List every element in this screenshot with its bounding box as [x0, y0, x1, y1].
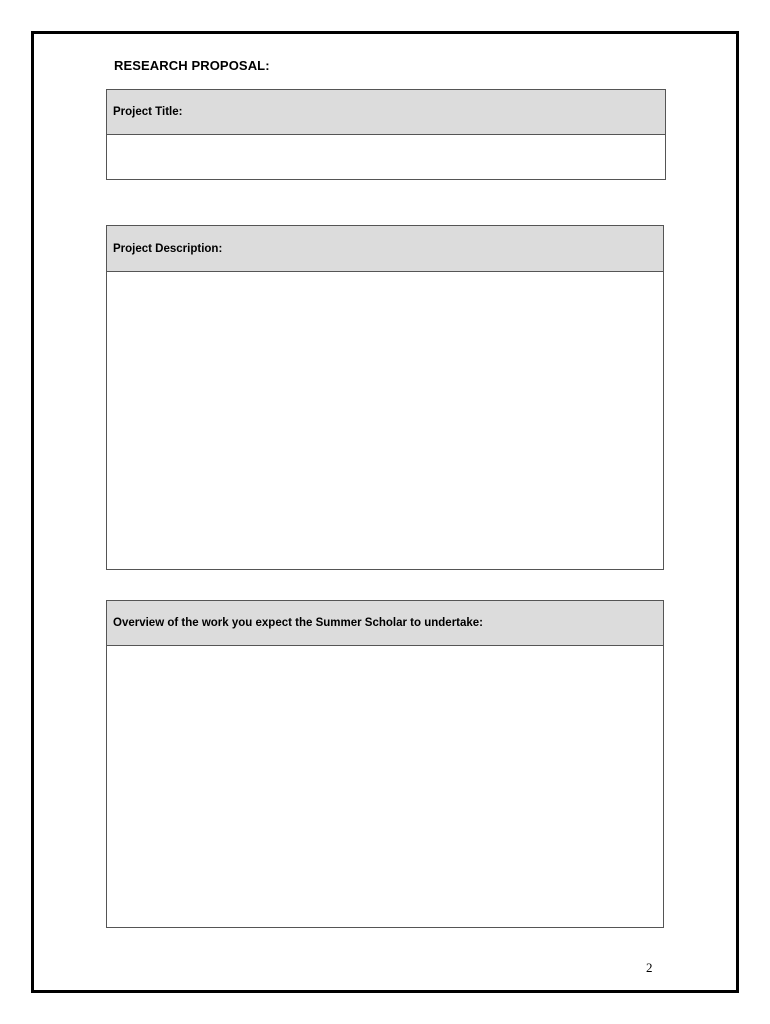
work-overview-section [106, 600, 664, 928]
work-overview-label: Overview of the work you expect the Summer Scholar to undertake: [107, 601, 663, 646]
project-description-section [106, 225, 664, 570]
document-heading: RESEARCH PROPOSAL: [114, 58, 270, 73]
project-description-label: Project Description: [107, 226, 663, 272]
page-number: 2 [646, 960, 653, 975]
project-title-label: Project Title: [107, 90, 665, 135]
project-description-field[interactable] [107, 272, 663, 569]
work-overview-field[interactable] [107, 646, 663, 927]
project-title-section [106, 89, 666, 180]
project-title-field[interactable] [107, 135, 665, 179]
